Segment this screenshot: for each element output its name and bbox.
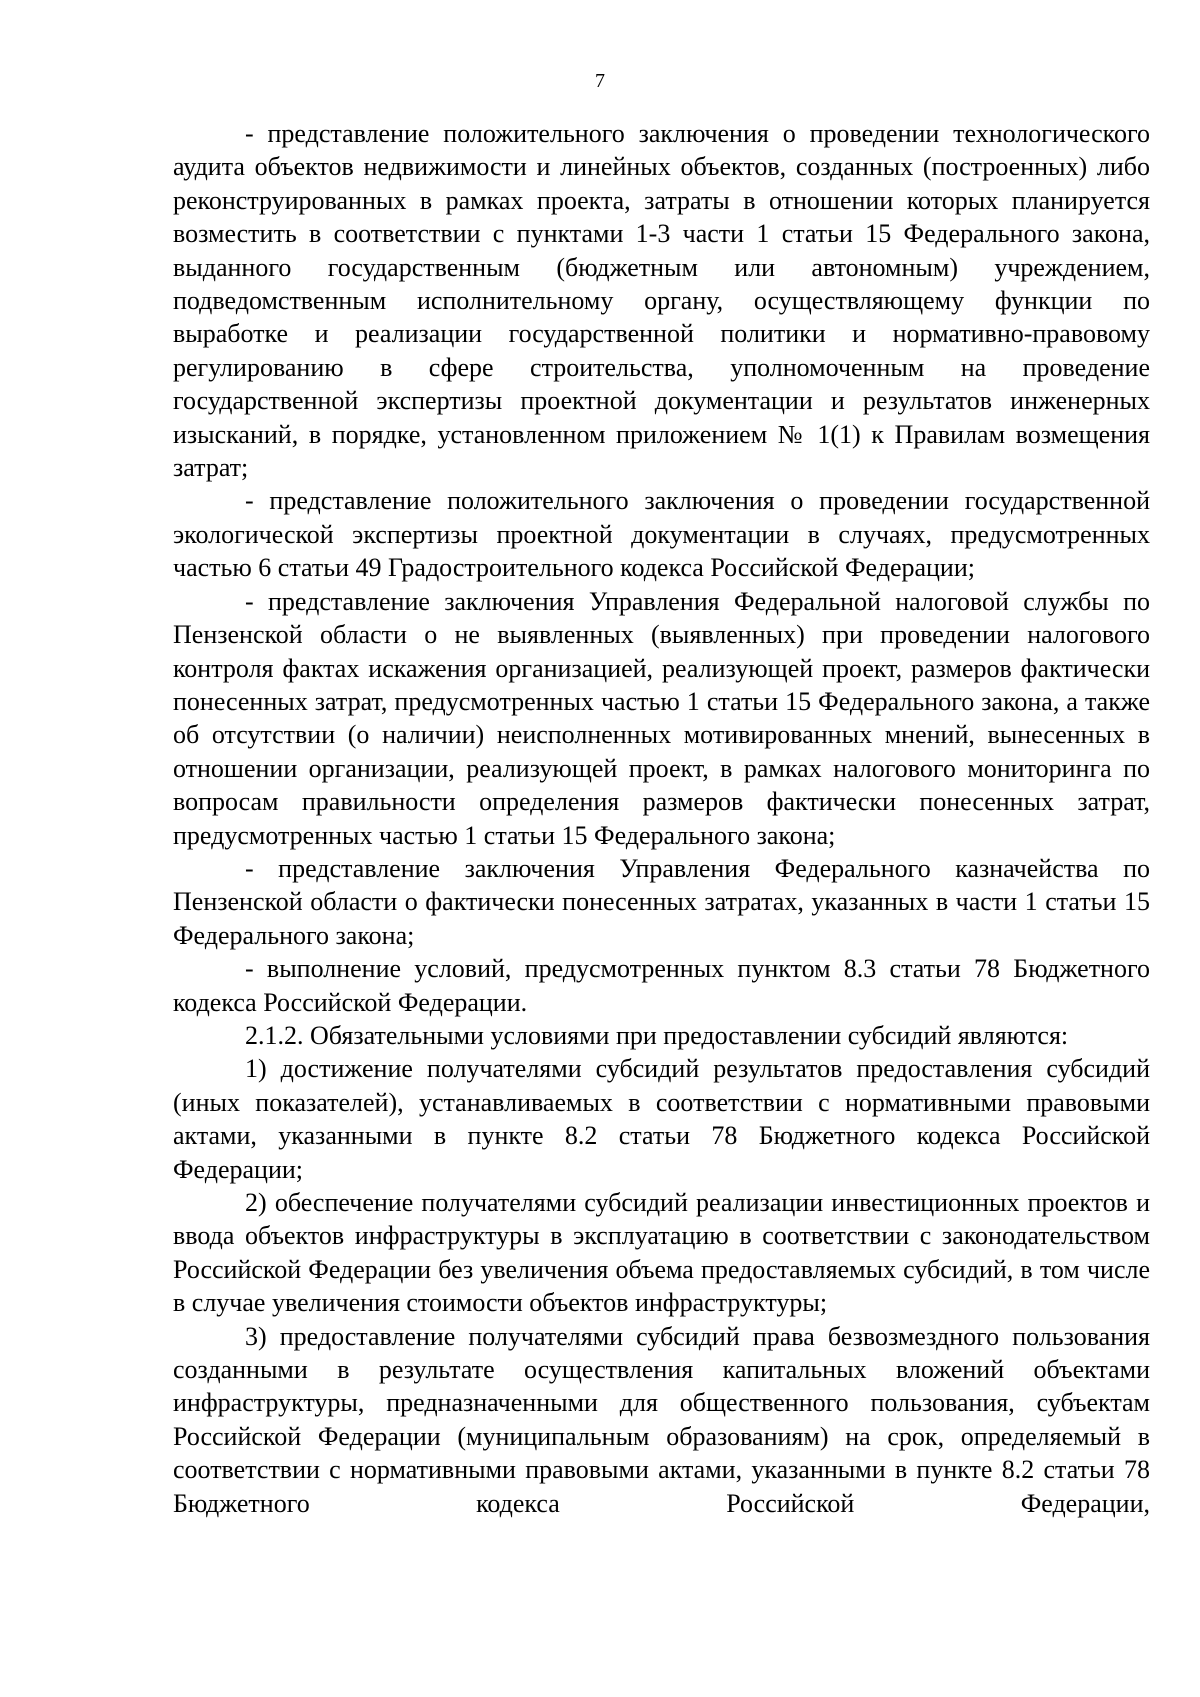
paragraph-condition-1: 1) достижение получателями субсидий результатов предоставления субсидий (иных показателей), устанавливаемых в соответствии с нормативными правовыми актами, указанными в пункте 8.2 статьи 78 Бюджетного кодекса Российской Федерации;	[173, 1054, 1150, 1184]
paragraph-condition-3: 3) предоставление получателями субсидий права безвозмездного пользования созданными в результате осуществления капитальных вложений объектами инфраструктуры, предназначенными для общественного пользования, субъектам Российской Федерации (муниципальным образованиям) на срок, определяемый в соответствии с нормативными правовыми актами, указанными в пункте 8.2 статьи 78 Бюджетного кодекса Российской Федерации,	[173, 1321, 1150, 1518]
page-number: 7	[595, 70, 605, 92]
paragraph-tax-service-conclusion: - представление заключения Управления Федеральной налоговой службы по Пензенской области о не выявленных (выявленных) при проведении налогового контроля фактах искажения организацией, реализующей проект, размеров фактически понесенных затрат, предусмотренных частью 1 статьи 15 Федерального закона, а также об отсутствии (о наличии) неисполненных мотивированных мнений, вынесенных в отношении организации, реализующей проект, в рамках налогового мониторинга по вопросам правильности определения размеров фактически понесенных затрат, предусмотренных частью 1 статьи 15 Федерального закона;	[173, 586, 1150, 850]
paragraph-section-2-1-2: 2.1.2. Обязательными условиями при предоставлении субсидий являются:	[245, 1020, 1069, 1050]
paragraph-treasury-conclusion: - представление заключения Управления Федерального казначейства по Пензенской области о фактически понесенных затратах, указанных в части 1 статьи 15 Федерального закона;	[173, 853, 1150, 950]
document-body	[173, 117, 1150, 1520]
paragraph-ecological-expertise: - представление положительного заключения о проведении государственной экологической экспертизы проектной документации в случаях, предусмотренных частью 6 статьи 49 Градостроительного кодекса Российской Федерации;	[173, 486, 1150, 583]
paragraph-condition-2: 2) обеспечение получателями субсидий реализации инвестиционных проектов и ввода объектов инфраструктуры в эксплуатацию в соответствии с законодательством Российской Федерации без увеличения объема предоставляемых субсидий, в том числе в случае увеличения стоимости объектов инфраструктуры;	[173, 1188, 1150, 1318]
paragraph-technological-audit: - представление положительного заключения о проведении технологического аудита объектов недвижимости и линейных объектов, созданных (построенных) либо реконструированных в рамках проекта, затраты в отношении которых планируется возместить в соответствии с пунктами 1-3 части 1 статьи 15 Федерального закона, выданного государственным (бюджетным или автономным) учреждением, подведомственным исполнительному органу, осуществляющему функции по выработке и реализации государственной политики и нормативно-правовому регулированию в сфере строительства, уполномоченным на проведение государственной экспертизы проектной документации и результатов инженерных изысканий, в порядке, установленном приложением № 1(1) к Правилам возмещения затрат;	[173, 119, 1150, 483]
paragraph-budget-code-conditions: - выполнение условий, предусмотренных пунктом 8.3 статьи 78 Бюджетного кодекса Российской Федерации.	[173, 954, 1150, 1017]
